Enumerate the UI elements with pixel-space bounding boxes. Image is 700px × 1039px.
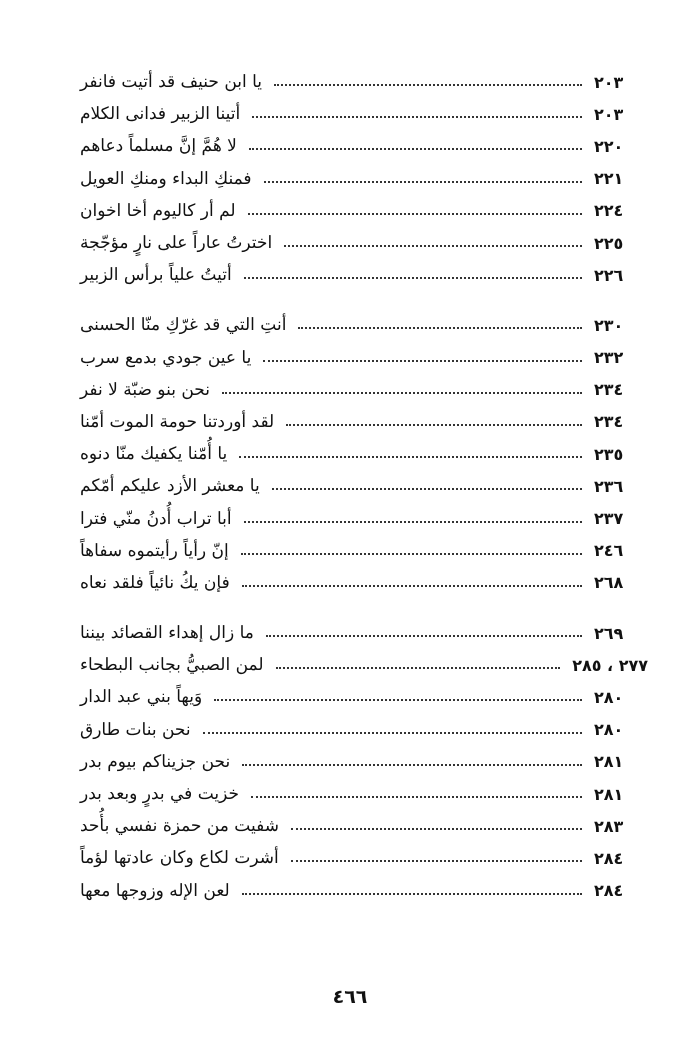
index-entry — [72, 617, 648, 649]
index-entry — [72, 681, 648, 713]
verse-group — [72, 66, 648, 291]
page-reference: ٢٣٥ — [594, 444, 624, 464]
page-reference: ٢٨٤ — [594, 881, 624, 901]
page-reference: ٢٣٢ — [594, 348, 624, 368]
index-entry — [72, 309, 648, 341]
verse-text: لقد أوردتنا حومة الموت أمّنا — [80, 411, 275, 432]
page-reference: ٢٣٤ — [594, 380, 624, 400]
verse-text: أشرت لكاع وكان عادتها لؤماً — [80, 848, 279, 869]
index-entry — [72, 342, 648, 374]
page-reference: ٢٨٤ — [594, 848, 624, 868]
verse-text: يا عين جودي بدمع سرب — [80, 347, 252, 368]
index-entry — [72, 535, 648, 567]
index-entry — [72, 406, 648, 438]
index-entry — [72, 374, 648, 406]
verse-text: إنّ رأياً رأيتموه سفاهاً — [80, 540, 229, 561]
dot-leader — [249, 148, 582, 150]
verse-text: يا ابن حنيف قد أتيت فانفر — [80, 72, 263, 93]
verse-text: نحن جزيناكم بيوم بدر — [80, 751, 231, 772]
verse-text: شفيت من حمزة نفسي بأُحد — [80, 816, 279, 837]
dot-leader — [222, 392, 582, 394]
verse-text: نحن بنو ضبّة لا نفر — [80, 379, 210, 400]
dot-leader — [291, 828, 582, 830]
dot-leader — [241, 553, 582, 555]
index-entry — [72, 875, 648, 907]
verse-text: يا معشر الأزد عليكم أمّكم — [80, 476, 260, 497]
page-reference: ٢٣٤ — [594, 412, 624, 432]
dot-leader — [242, 764, 582, 766]
verse-text: فمنكِ البداء ومنكِ العويل — [80, 168, 252, 189]
index-entry — [72, 438, 648, 470]
index-entry — [72, 259, 648, 291]
verse-text: لمن الصبيُّ بجانب البطحاء — [80, 655, 264, 676]
dot-leader — [286, 424, 582, 426]
page-reference: ٢٢٠ — [594, 136, 624, 156]
dot-leader — [276, 667, 561, 669]
verse-text: ما زال إهداء القصائد بيننا — [80, 623, 254, 644]
verse-text: فإن يكُ نائياً فلقد نعاه — [80, 572, 230, 593]
index-entry — [72, 227, 648, 259]
dot-leader — [244, 521, 582, 523]
dot-leader — [291, 860, 582, 862]
verse-text: أتيتُ علياً برأس الزبير — [80, 265, 232, 286]
page-reference: ٢٨١ — [594, 752, 624, 772]
dot-leader — [239, 456, 582, 458]
index-entry — [72, 163, 648, 195]
page-reference: ٢٦٩ — [594, 623, 624, 643]
page-reference: ٢٦٨ — [594, 573, 624, 593]
page-reference: ٢٤٦ — [594, 541, 624, 561]
verse-text: يا أُمّنا يكفيك منّا دنوه — [80, 444, 228, 465]
verse-text: لا هُمَّ إنَّ مسلماً دعاهم — [80, 136, 237, 157]
index-entry — [72, 714, 648, 746]
page-reference: ٢٣٠ — [594, 315, 624, 335]
index-entry — [72, 567, 648, 599]
index-entry — [72, 470, 648, 502]
verse-text: أنتِ التي قد غرّكِ منّا الحسنى — [80, 315, 287, 336]
dot-leader — [214, 699, 582, 701]
verse-text: لعن الإله وزوجها معها — [80, 880, 230, 901]
verse-text: لم أر كاليوم أخا اخوان — [80, 200, 236, 221]
verse-text: وَيهاً بني عبد الدار — [80, 687, 203, 708]
dot-leader — [242, 585, 582, 587]
index-entry — [72, 649, 648, 681]
verse-text: أتينا الزبير فدانى الكلام — [80, 104, 241, 125]
index-entry — [72, 502, 648, 534]
index-entry — [72, 195, 648, 227]
dot-leader — [274, 84, 582, 86]
page-reference: ٢٨١ — [594, 784, 624, 804]
page-reference: ٢٨٠ — [594, 720, 624, 740]
index-entry — [72, 810, 648, 842]
verse-text: خزيت في بدرٍ وبعد بدر — [80, 784, 240, 805]
index-entry — [72, 98, 648, 130]
page-reference: ٢٨٣ — [594, 816, 624, 836]
page-reference: ٢٨٠ — [594, 687, 624, 707]
page-reference: ٢٢١ — [594, 169, 624, 189]
dot-leader — [298, 327, 582, 329]
dot-leader — [266, 635, 582, 637]
dot-leader — [263, 360, 582, 362]
dot-leader — [284, 245, 582, 247]
dot-leader — [203, 732, 582, 734]
page-reference: ٢٧٧ ، ٢٨٥ — [572, 655, 648, 675]
verse-text: نحن بنات طارق — [80, 719, 191, 740]
page-reference: ٢٠٣ — [594, 104, 624, 124]
page-reference: ٢٠٣ — [594, 72, 624, 92]
verse-text: اخترتُ عاراً على نارٍ مؤجّجة — [80, 233, 273, 254]
page-number: ٤٦٦ — [332, 986, 368, 1008]
dot-leader — [251, 796, 582, 798]
dot-leader — [272, 488, 582, 490]
dot-leader — [248, 213, 582, 215]
page-reference: ٢٢٥ — [594, 233, 624, 253]
dot-leader — [252, 116, 582, 118]
index-entry — [72, 778, 648, 810]
dot-leader — [264, 181, 582, 183]
dot-leader — [242, 893, 582, 895]
verse-group — [72, 309, 648, 599]
index-entry — [72, 842, 648, 874]
index-entry — [72, 746, 648, 778]
verse-text: أبا تراب أُدنُ منّي فترا — [80, 508, 232, 529]
dot-leader — [244, 277, 582, 279]
index-entry — [72, 130, 648, 162]
index-entry — [72, 66, 648, 98]
page-reference: ٢٢٤ — [594, 201, 624, 221]
page-reference: ٢٣٦ — [594, 476, 624, 496]
verse-group — [72, 617, 648, 907]
verse-index — [72, 66, 648, 907]
page-reference: ٢٣٧ — [594, 509, 624, 529]
page-reference: ٢٢٦ — [594, 265, 624, 285]
